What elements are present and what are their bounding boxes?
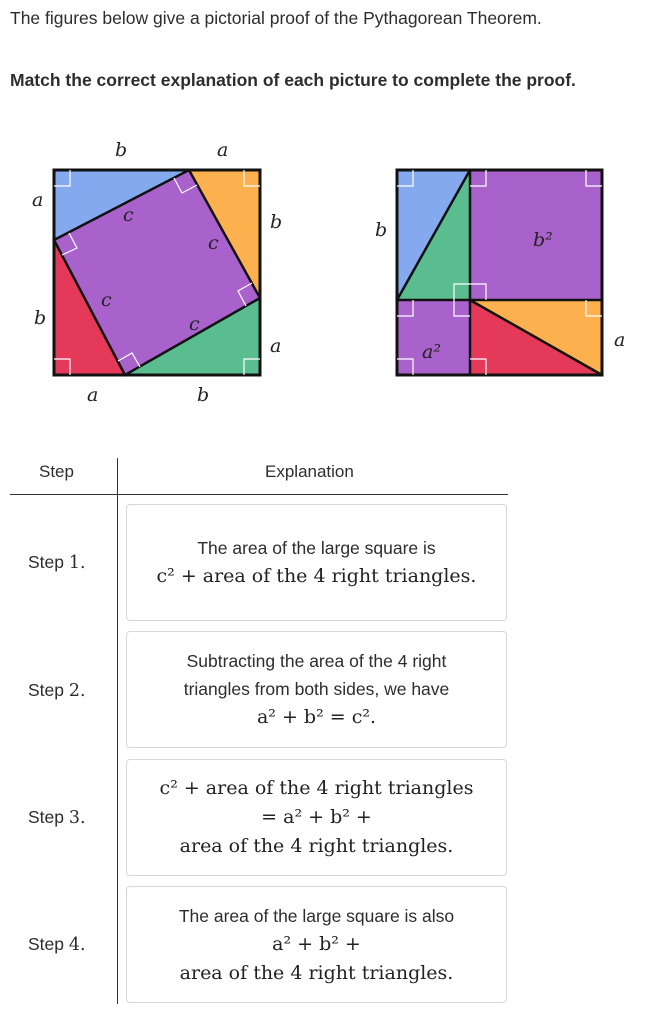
explanation-card-1[interactable] bbox=[126, 504, 507, 621]
explanation-line: Subtracting the area of the 4 right bbox=[186, 651, 447, 671]
explanation-line: = a² + b² + bbox=[261, 806, 372, 828]
label-top-a: a bbox=[217, 139, 229, 161]
intro-text: The figures below give a pictorial proof of the Pythagorean Theorem. bbox=[10, 8, 542, 28]
explanation-line: triangles from both sides, we have bbox=[183, 679, 450, 699]
table-column-divider bbox=[117, 458, 118, 1004]
explanation-line: c² + area of the 4 right triangles bbox=[159, 777, 474, 799]
explanation-line: a² + b² + bbox=[272, 932, 361, 955]
pythagorean-figures bbox=[0, 120, 662, 420]
label-r-right-a: a bbox=[614, 329, 626, 351]
step-label-2: Step 2. bbox=[28, 680, 86, 701]
step-label-3: Step 3. bbox=[28, 807, 86, 828]
explanation-line: area of the 4 right triangles. bbox=[179, 835, 454, 857]
table-header-divider bbox=[10, 494, 508, 495]
a-square bbox=[397, 300, 470, 375]
label-right-a: a bbox=[270, 335, 282, 357]
label-c-right: c bbox=[208, 232, 219, 254]
label-left-a: a bbox=[32, 189, 44, 211]
header-step: Step bbox=[39, 462, 74, 481]
explanation-line: a² + b² = c². bbox=[256, 706, 377, 728]
explanation-card-3[interactable] bbox=[126, 759, 507, 876]
explanation-line: The area of the large square is also bbox=[178, 905, 455, 926]
label-c-left: c bbox=[101, 289, 112, 311]
label-bottom-b: b bbox=[197, 384, 210, 406]
label-left-b: b bbox=[34, 307, 47, 329]
label-right-b: b bbox=[270, 211, 283, 233]
label-top-b: b bbox=[115, 139, 128, 161]
header-explanation: Explanation bbox=[265, 462, 354, 481]
explanation-card-4[interactable] bbox=[126, 886, 507, 1003]
label-bottom-a: a bbox=[87, 384, 99, 406]
step-label-4: Step 4. bbox=[28, 934, 86, 955]
step-label-1: Step 1. bbox=[28, 552, 86, 573]
explanation-line: area of the 4 right triangles. bbox=[179, 961, 454, 984]
explanation-card-2[interactable] bbox=[126, 631, 507, 748]
label-b-squared: b² bbox=[533, 229, 553, 251]
left-figure bbox=[32, 139, 282, 406]
instruction-text: Match the correct explanation of each picture to complete the proof. bbox=[10, 70, 576, 90]
label-c-top: c bbox=[123, 204, 134, 226]
explanation-line: c² + area of the 4 right triangles. bbox=[156, 565, 477, 587]
label-a-squared: a² bbox=[422, 341, 441, 363]
explanation-line: The area of the large square is bbox=[197, 538, 436, 558]
right-figure bbox=[375, 170, 625, 375]
label-c-bottom: c bbox=[189, 313, 200, 335]
label-r-left-b: b bbox=[375, 219, 388, 241]
